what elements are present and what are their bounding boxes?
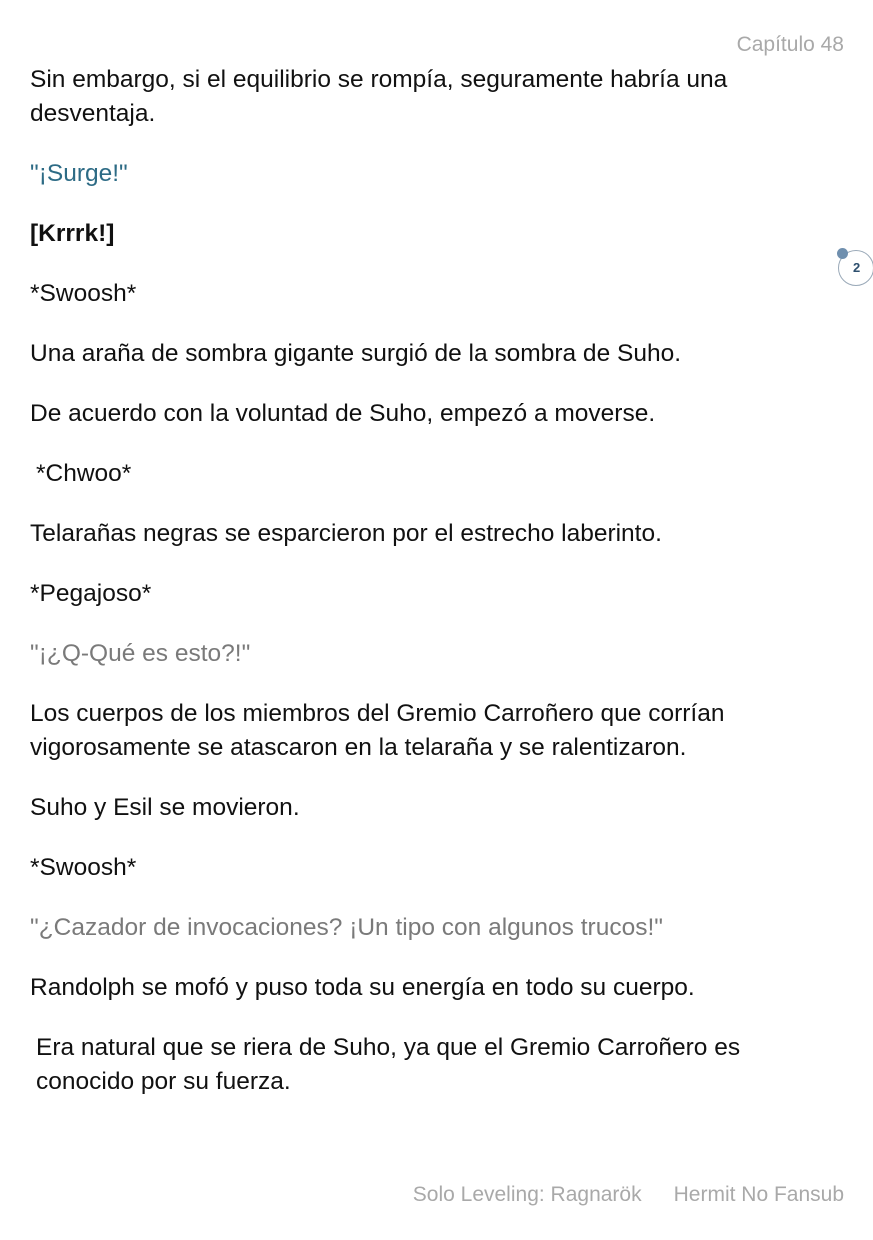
paragraph: Suho y Esil se movieron. — [30, 794, 300, 821]
comment-count: 2 — [853, 260, 861, 275]
comment-dot-icon — [837, 248, 848, 259]
footer-series-title: Solo Leveling: Ragnarök — [412, 1183, 642, 1206]
paragraph-sound: [Krrrk!] — [30, 220, 115, 247]
paragraph-dialogue: "¿Cazador de invocaciones? ¡Un tipo con algunos trucos!" — [30, 914, 663, 941]
paragraph-sfx: *Pegajoso* — [30, 580, 152, 607]
paragraph-sfx: *Chwoo* — [36, 460, 132, 487]
chapter-text — [30, 63, 840, 1125]
comment-count-button[interactable] — [838, 250, 873, 286]
paragraph: Telarañas negras se esparcieron por el estrecho laberinto. — [30, 520, 662, 547]
paragraph-sfx: *Swoosh* — [30, 280, 137, 307]
paragraph: Una araña de sombra gigante surgió de la sombra de Suho. — [30, 340, 682, 367]
page-footer — [413, 1183, 844, 1207]
paragraph: Sin embargo, si el equilibrio se rompía, seguramente habría una desventaja. — [30, 66, 735, 127]
paragraph: De acuerdo con la voluntad de Suho, empezó a moverse. — [30, 400, 656, 427]
paragraph: Randolph se mofó y puso toda su energía en todo su cuerpo. — [30, 974, 695, 1001]
paragraph-sfx: *Swoosh* — [30, 854, 137, 881]
paragraph-dialogue: "¡Surge!" — [30, 160, 128, 187]
chapter-label: Capítulo 48 — [736, 33, 844, 56]
footer-group-name: Hermit No Fansub — [673, 1183, 844, 1206]
paragraph: Era natural que se riera de Suho, ya que el Gremio Carroñero es conocido por su fuerza. — [36, 1034, 747, 1095]
paragraph-dialogue: "¡¿Q-Qué es esto?!" — [30, 640, 251, 667]
paragraph: Los cuerpos de los miembros del Gremio Carroñero que corrían vigorosamente se atascaron en la telaraña y se ralentizaron. — [30, 700, 732, 761]
